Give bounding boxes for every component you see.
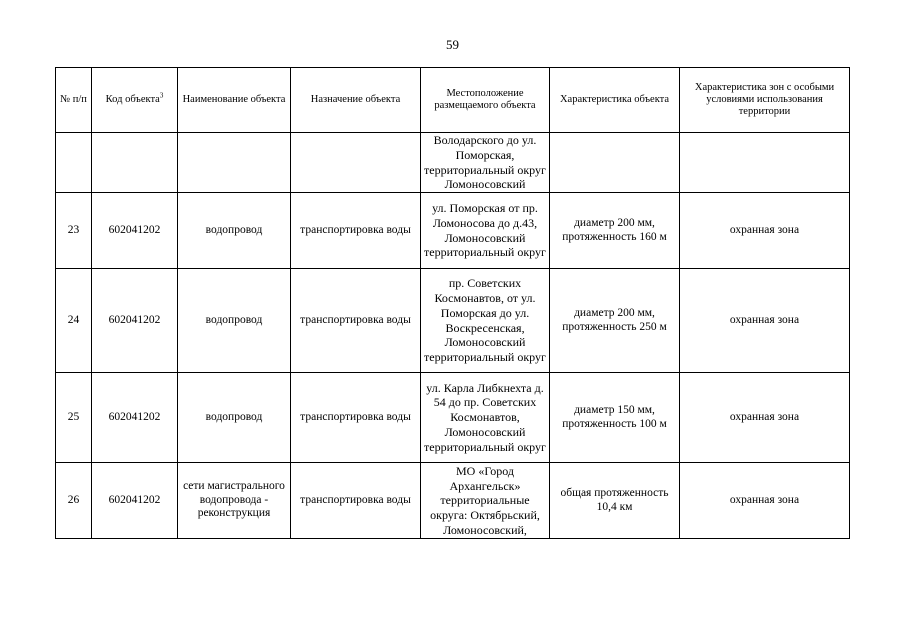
cell-num xyxy=(56,133,92,193)
cell-num: 24 xyxy=(56,269,92,373)
cell-purpose: транспортировка воды xyxy=(291,193,421,269)
header-num: № п/п xyxy=(56,68,92,133)
cell-num: 25 xyxy=(56,373,92,463)
cell-code xyxy=(92,133,178,193)
cell-purpose: транспортировка воды xyxy=(291,269,421,373)
cell-name xyxy=(178,133,291,193)
cell-num: 26 xyxy=(56,463,92,539)
cell-code: 602041202 xyxy=(92,193,178,269)
header-location: Местоположение размещаемого объекта xyxy=(421,68,550,133)
footnote-marker: 3 xyxy=(159,91,164,100)
header-code-label: Код объекта xyxy=(105,94,160,105)
cell-location: ул. Поморская от пр. Ломоносова до д.43, Ломоносовский территориальный округ xyxy=(421,193,550,269)
cell-characteristic: диаметр 200 мм, протяженность 160 м xyxy=(550,193,680,269)
cell-num: 23 xyxy=(56,193,92,269)
objects-table xyxy=(55,67,850,539)
table-row xyxy=(56,193,850,269)
header-name: Наименование объекта xyxy=(178,68,291,133)
cell-characteristic: диаметр 200 мм, протяженность 250 м xyxy=(550,269,680,373)
cell-location: ул. Карла Либкнехта д. 54 до пр. Советских Космонавтов, Ломоносовский территориальный округ xyxy=(421,373,550,463)
cell-code: 602041202 xyxy=(92,373,178,463)
cell-location-text: МО «Город Архангельск» территориальные округа: Октябрьский, Ломоносовский, xyxy=(430,464,540,537)
cell-purpose: транспортировка воды xyxy=(291,373,421,463)
header-purpose: Назначение объекта xyxy=(291,68,421,133)
table-row xyxy=(56,133,850,193)
cell-purpose xyxy=(291,133,421,193)
cell-purpose: транспортировка воды xyxy=(291,463,421,539)
cell-location: пр. Советских Космонавтов, от ул. Поморская до ул. Воскресенская, Ломоносовский территориальный округ xyxy=(421,269,550,373)
header-characteristic: Характеристика объекта xyxy=(550,68,680,133)
cell-location: Володарского до ул. Поморская, территориальный округ Ломоносовский xyxy=(421,133,550,193)
table-row xyxy=(56,373,850,463)
cell-zone: охранная зона xyxy=(680,193,850,269)
cell-name: водопровод xyxy=(178,373,291,463)
table-row xyxy=(56,463,850,539)
page-number: 59 xyxy=(446,37,459,52)
table-row xyxy=(56,269,850,373)
cell-zone: охранная зона xyxy=(680,269,850,373)
cell-name: водопровод xyxy=(178,269,291,373)
cell-characteristic: диаметр 150 мм, протяженность 100 м xyxy=(550,373,680,463)
header-zone: Характеристика зон с особыми условиями использования территории xyxy=(680,68,850,133)
cell-name: водопровод xyxy=(178,193,291,269)
cell-code: 602041202 xyxy=(92,463,178,539)
cell-location xyxy=(421,463,550,539)
cell-zone: охранная зона xyxy=(680,373,850,463)
cell-characteristic xyxy=(550,133,680,193)
cell-code: 602041202 xyxy=(92,269,178,373)
cell-zone: охранная зона xyxy=(680,463,850,539)
header-code xyxy=(92,68,178,133)
cell-characteristic: общая протяженность 10,4 км xyxy=(550,463,680,539)
cell-name: сети магистрального водопровода - реконструкция xyxy=(178,463,291,539)
cell-zone xyxy=(680,133,850,193)
table-header-row xyxy=(56,68,850,133)
